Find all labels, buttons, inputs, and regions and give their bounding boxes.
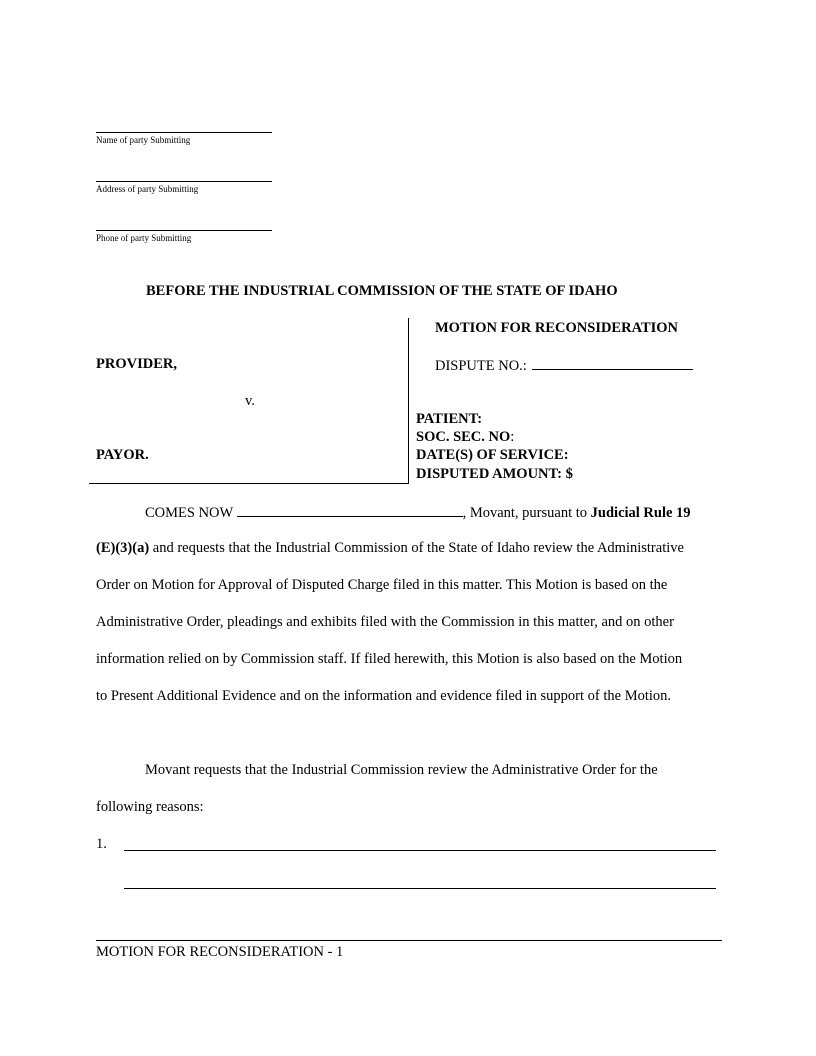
judicial-rule-text: Judicial Rule 19 — [590, 505, 691, 521]
footer-rule — [96, 940, 722, 941]
body-line-6: to Present Additional Evidence and on the information and evidence filed in support of the Motion. — [96, 688, 672, 704]
motion-title: MOTION FOR RECONSIDERATION — [435, 320, 679, 336]
body-line-1 — [145, 503, 691, 522]
body-line-2-text: and requests that the Industrial Commission of the State of Idaho review the Administrative — [149, 540, 684, 556]
body-line-5: information relied on by Commission staff. If filed herewith, this Motion is also based on the Motion — [96, 651, 683, 667]
ssn-colon: : — [510, 429, 515, 445]
ssn-label: SOC. SEC. NO — [416, 429, 511, 445]
caption-vertical-divider — [408, 318, 409, 484]
movant-pursuant-text: , Movant, pursuant to — [462, 505, 588, 521]
court-heading: BEFORE THE INDUSTRIAL COMMISSION OF THE STATE OF IDAHO — [146, 283, 618, 299]
caption-horizontal-divider — [89, 483, 409, 484]
dispute-number-field — [435, 356, 693, 375]
comes-now-text: COMES NOW — [145, 505, 233, 521]
reasons-intro-line-2: following reasons: — [96, 799, 204, 815]
rule-subsection-text: (E)(3)(a) — [96, 540, 150, 556]
phone-of-party-line[interactable] — [96, 230, 272, 231]
name-of-party-label: Name of party Submitting — [96, 135, 191, 145]
page-footer: MOTION FOR RECONSIDERATION - 1 — [96, 944, 344, 960]
body-line-3: Order on Motion for Approval of Disputed Charge filed in this matter. This Motion is based on the — [96, 577, 668, 593]
ssn-field — [416, 429, 514, 446]
dates-of-service-label: DATE(S) OF SERVICE: — [416, 447, 569, 463]
body-line-4: Administrative Order, pleadings and exhibits filed with the Commission in this matter, and on other — [96, 614, 674, 630]
name-of-party-line[interactable] — [96, 132, 272, 133]
address-of-party-label: Address of party Submitting — [96, 184, 199, 194]
payor-label: PAYOR. — [96, 447, 149, 463]
reason-number-1: 1. — [96, 836, 107, 852]
patient-label: PATIENT: — [416, 411, 483, 427]
reason-1-line-b[interactable] — [124, 888, 716, 889]
reasons-intro-line-1: Movant requests that the Industrial Commission review the Administrative Order for the — [145, 762, 658, 778]
disputed-amount-label: DISPUTED AMOUNT: $ — [416, 466, 573, 482]
versus-label: v. — [245, 393, 255, 409]
dispute-number-label: DISPUTE NO.: — [435, 358, 527, 374]
dispute-number-input[interactable] — [532, 356, 693, 370]
reason-1-line-a[interactable] — [124, 850, 716, 851]
movant-name-input[interactable] — [237, 503, 463, 517]
address-of-party-line[interactable] — [96, 181, 272, 182]
provider-label: PROVIDER, — [96, 356, 177, 372]
body-line-2 — [96, 540, 684, 557]
phone-of-party-label: Phone of party Submitting — [96, 233, 192, 243]
